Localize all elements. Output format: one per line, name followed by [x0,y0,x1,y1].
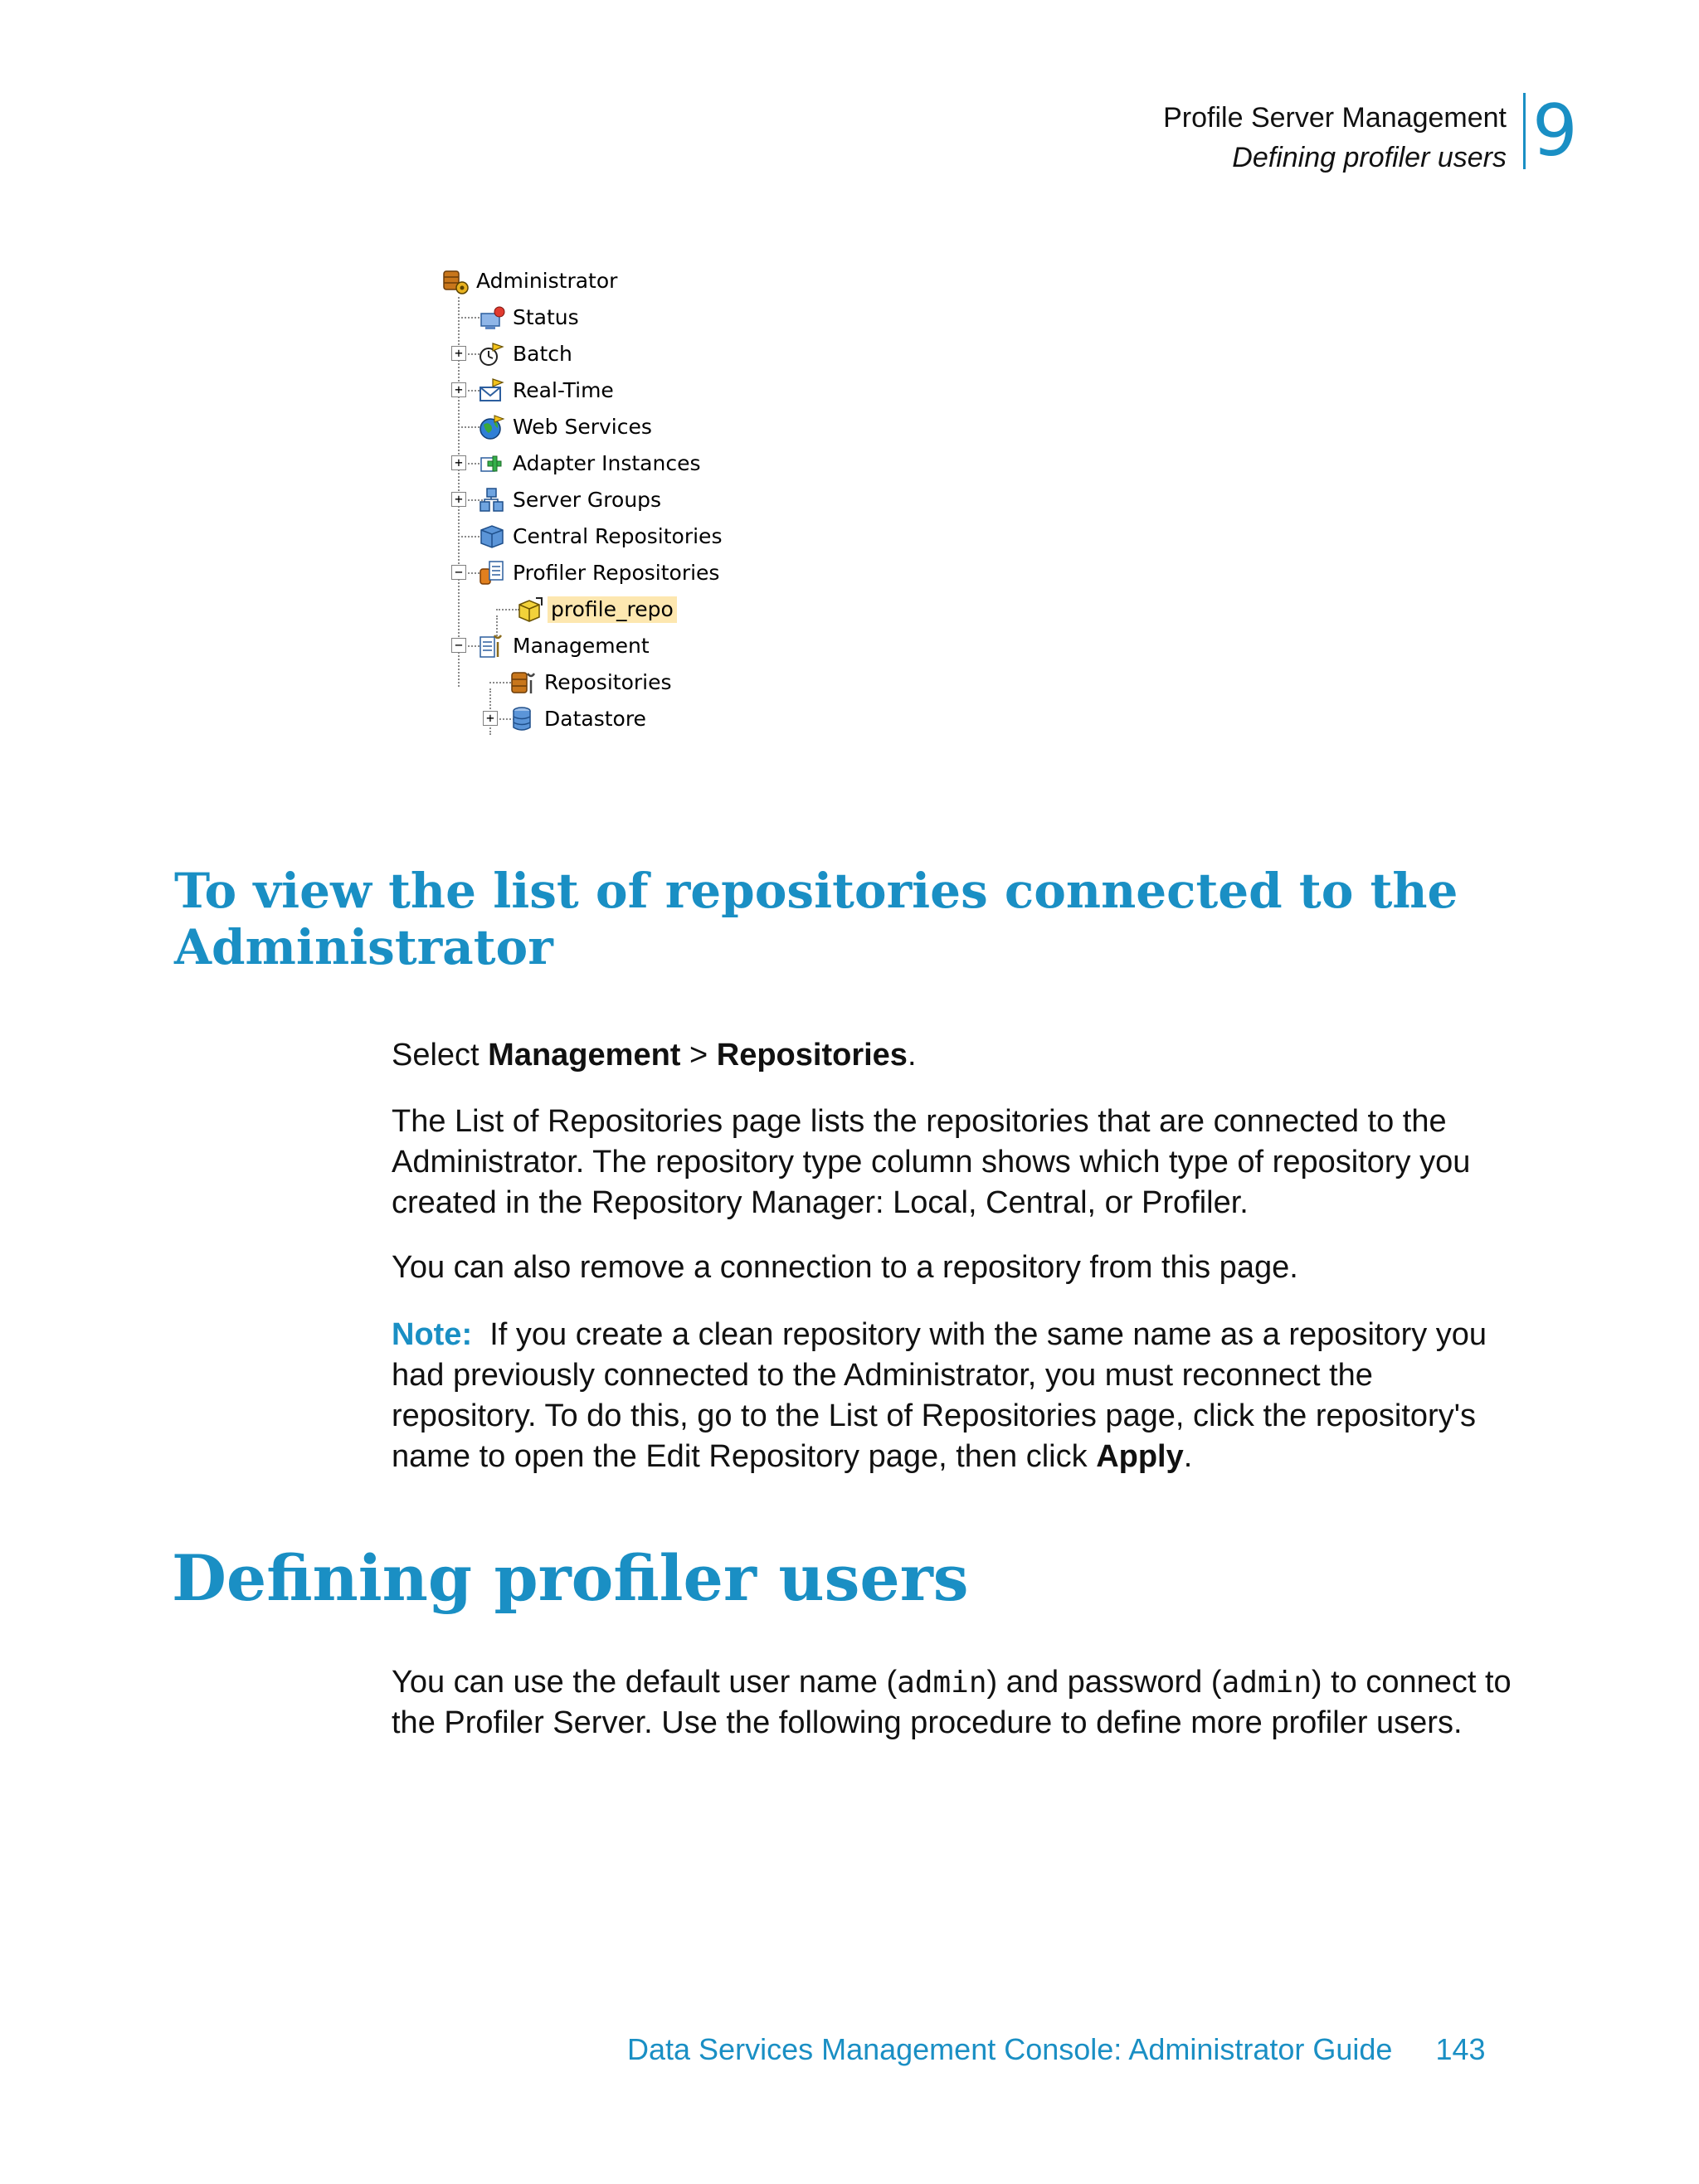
note-label: Note: [392,1317,473,1352]
server-groups-icon [478,486,506,514]
expand-server-groups-icon[interactable]: + [451,492,466,507]
datastore-icon [509,705,538,733]
tree-item-management[interactable] [478,630,653,662]
note-paragraph: Note: If you create a clean repository with the same name as a repository you had previously connected to the Administrator, you must reconnect the repository. To do this, go to the List of Repositories page, click the repository's name to open the Edit Repository page, then click Apply. [392,1317,1487,1474]
running-header-chapter-title: Profile Server Management [1163,102,1507,134]
tree-item-real-time[interactable] [478,375,617,406]
central-repository-icon [478,523,506,551]
tree-item-datastore[interactable] [509,703,650,735]
tree-item-label: Repositories [544,670,672,694]
tree-item-label: Status [513,305,579,329]
collapse-management-icon[interactable]: − [451,638,466,653]
running-header [1163,98,1507,178]
administrator-tree [438,265,723,737]
tree-item-label: Management [513,634,650,658]
tree-item-label: Real-Time [513,378,614,402]
tree-item-label: Server Groups [513,488,662,512]
tree-item-label: Web Services [513,415,652,439]
tree-item-label: Datastore [544,707,646,731]
page-footer [627,2029,1486,2070]
tree-item-label: Adapter Instances [513,451,701,475]
section-heading-defining-profiler-users: Defining profiler users [172,1541,969,1615]
menu-path-management: Management [488,1038,681,1073]
paragraph-default-credentials: You can use the default user name (admin) and password (admin) to connect to the Profiler Server. Use the following procedure to define more profiler users. [392,1665,1512,1740]
web-services-icon [478,413,506,441]
tree-item-batch[interactable] [478,338,576,370]
status-icon [478,304,506,332]
menu-path-repositories: Repositories [716,1038,908,1073]
profile-repo-icon [516,596,544,624]
paragraph-list-of-repositories: The List of Repositories page lists the repositories that are connected to the Administrator. The repository type column shows which type of repository you created in the Repository Manager: Local, Central, or Profiler. [392,1104,1471,1220]
management-icon [478,632,506,660]
tree-item-adapter-instances[interactable] [478,448,704,479]
profiler-repository-icon [478,559,506,587]
step-select-repositories: Select Management > Repositories. [392,1038,917,1073]
default-username-code: admin [897,1666,987,1700]
expand-real-time-icon[interactable]: + [451,382,466,397]
expand-batch-icon[interactable]: + [451,346,466,361]
administrator-icon [441,267,470,295]
tree-item-label: profile_repo [548,596,677,623]
page-number: 143 [1435,2032,1486,2066]
tree-item-label: Profiler Repositories [513,561,720,585]
tree-item-administrator[interactable] [441,265,621,297]
adapter-icon [478,450,506,478]
section-heading-view-repositories: To view the list of repositories connected to the Administrator [174,863,1458,975]
tree-item-label: Central Repositories [513,524,723,548]
tree-item-label: Batch [513,342,572,366]
tree-item-label: Administrator [476,269,618,293]
tree-item-status[interactable] [478,302,582,333]
tree-item-server-groups[interactable] [478,484,665,516]
tree-item-repositories[interactable] [509,667,675,698]
tree-item-profiler-repositories[interactable] [478,557,723,589]
tree-item-web-services[interactable] [478,411,655,443]
apply-keyword: Apply [1096,1439,1184,1474]
collapse-profiler-repositories-icon[interactable]: − [451,565,466,580]
repositories-icon [509,669,538,697]
footer-guide-title: Data Services Management Console: Administrator Guide [627,2032,1393,2066]
tree-item-profile-repo[interactable] [516,594,677,625]
real-time-icon [478,377,506,405]
running-header-section-title: Defining profiler users [1232,142,1507,173]
expand-adapter-instances-icon[interactable]: + [451,455,466,470]
batch-icon [478,340,506,368]
expand-datastore-icon[interactable]: + [483,711,498,726]
default-password-code: admin [1221,1666,1312,1700]
paragraph-remove-connection: You can also remove a connection to a repository from this page. [392,1250,1298,1285]
chapter-number: 9 [1523,93,1578,169]
tree-item-central-repositories[interactable] [478,521,725,552]
